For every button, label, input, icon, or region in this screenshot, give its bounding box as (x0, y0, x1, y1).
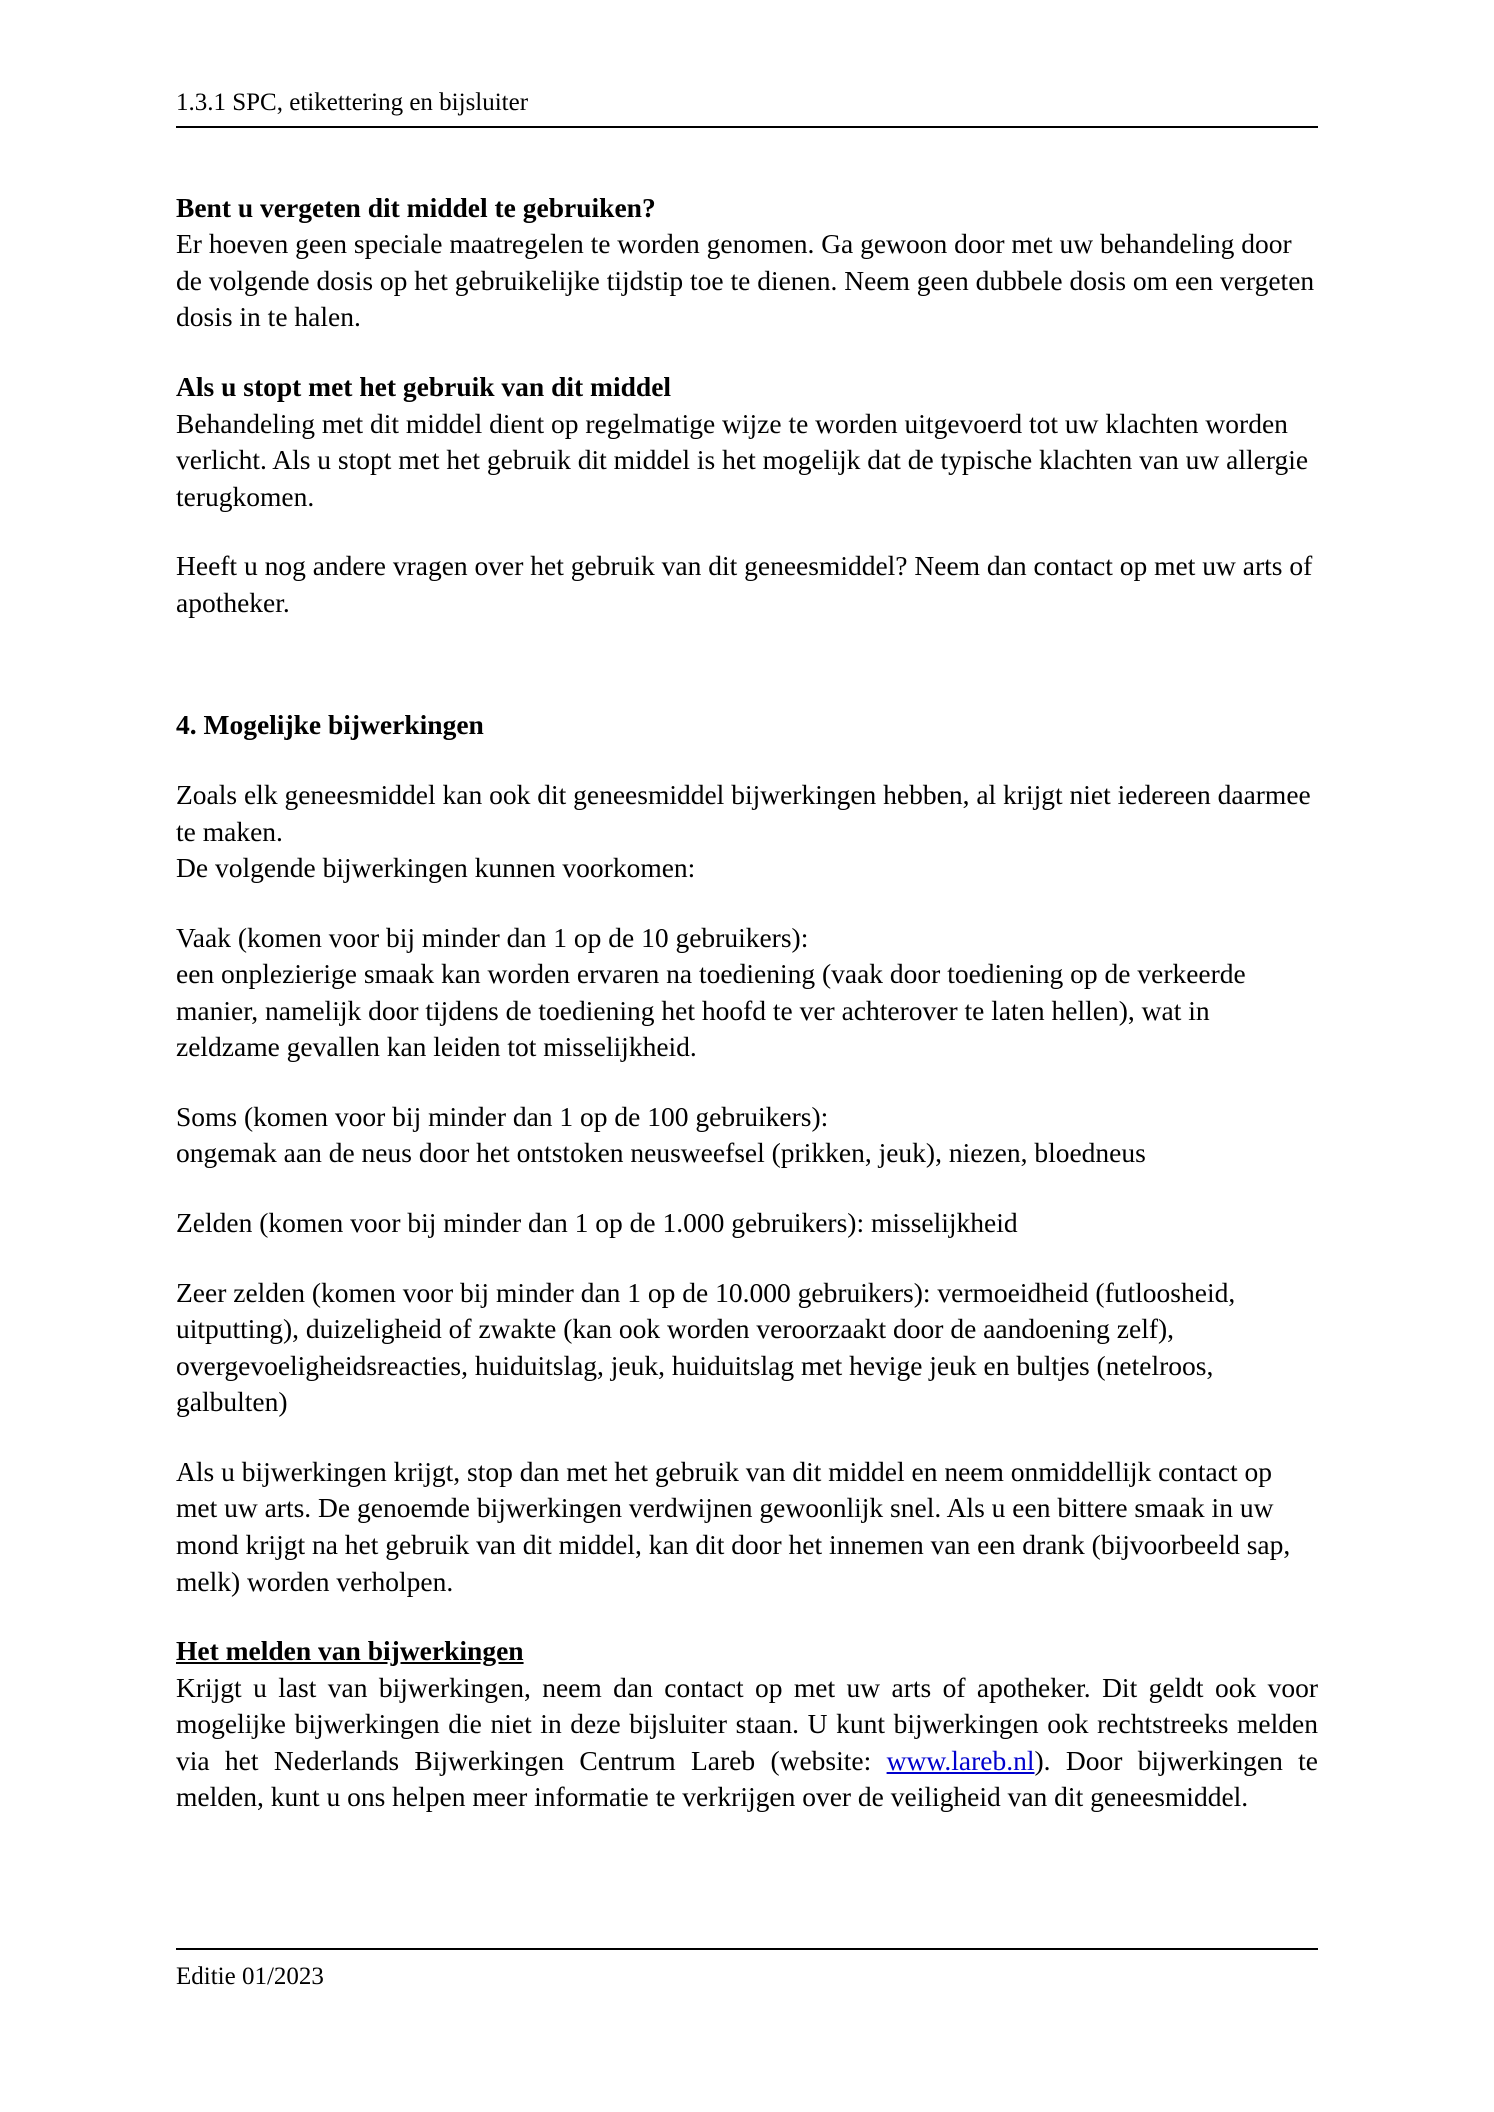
lareb-website-link[interactable]: www.lareb.nl (886, 1744, 1035, 1776)
spacer (176, 515, 1318, 548)
spacer (176, 1421, 1318, 1454)
header-divider (176, 126, 1318, 128)
document-header-title: 1.3.1 SPC, etikettering en bijsluiter (176, 89, 529, 116)
spacer (176, 1172, 1318, 1205)
reporting-text-after-link: ). Door bijwerkingen te melden, kunt u ons helpen meer informatie te verkrijgen over de veiligheid van dit geneesmiddel. (176, 1744, 1318, 1813)
spacer (176, 1066, 1318, 1099)
spacer (176, 744, 1318, 777)
paragraph-frequency-rare: Zelden (komen voor bij minder dan 1 op de 1.000 gebruikers): misselijkheid (176, 1207, 1018, 1238)
paragraph-reporting-side-effects (176, 1670, 1318, 1816)
paragraph-stopping-use: Behandeling met dit middel dient op regelmatige wijze te worden uitgevoerd tot uw klachten worden verlicht. Als u stopt met het gebruik dit middel is het mogelijk dat de typische klachten van uw allergie terugkomen. (176, 407, 1309, 512)
document-body (176, 190, 1318, 1816)
paragraph-frequency-common: een onplezierige smaak kan worden ervaren na toediening (vaak door toediening op de verkeerde manier, namelijk door tijdens de toediening het hoofd te ver achterover te laten hellen), wat in zeldzame gevallen kan leiden tot misselijkheid. (176, 958, 1246, 1063)
spacer (176, 1600, 1318, 1633)
heading-stopping-use: Als u stopt met het gebruik van dit middel (176, 371, 672, 402)
paragraph-side-effects-intro: Zoals elk geneesmiddel kan ook dit geneesmiddel bijwerkingen hebben, al krijgt niet iedereen daarmee te maken. (176, 778, 1311, 847)
heading-forgot-dose: Bent u vergeten dit middel te gebruiken? (176, 191, 656, 223)
spacer (176, 1242, 1318, 1275)
heading-section-4-side-effects: 4. Mogelijke bijwerkingen (176, 709, 484, 741)
reporting-text-before-link: Krijgt u last van bijwerkingen, neem dan contact op met uw arts of apotheker. Dit geldt ook voor mogelijke bijwerkingen die niet in deze bijsluiter staan. U kunt bijwerkingen ook rechtstreeks melden via het Nederlands Bijwerkingen Centrum Lareb (website: (176, 1671, 1318, 1776)
document-footer (176, 1948, 1318, 1994)
page-content (176, 86, 1318, 1816)
paragraph-frequency-uncommon: ongemak aan de neus door het ontstoken neusweefsel (prikken, jeuk), niezen, bloedneus (176, 1137, 1146, 1169)
label-frequency-common: Vaak (komen voor bij minder dan 1 op de 10 gebruikers): (176, 921, 809, 953)
spacer (176, 336, 1318, 369)
paragraph-side-effects-intro-line2: De volgende bijwerkingen kunnen voorkomen: (176, 852, 696, 884)
paragraph-forgot-dose: Er hoeven geen speciale maatregelen te worden genomen. Ga gewoon door met uw behandeling door de volgende dosis op het gebruikelijke tijdstip toe te dienen. Neem geen dubbele dosis om een vergeten dosis in te halen. (176, 228, 1315, 333)
heading-reporting-side-effects: Het melden van bijwerkingen (176, 1635, 524, 1667)
footer-edition-text: Editie 01/2023 (176, 1963, 324, 1990)
paragraph-further-questions: Heeft u nog andere vragen over het gebruik van dit geneesmiddel? Neem dan contact op met uw arts of apotheker. (176, 550, 1313, 618)
label-frequency-uncommon: Soms (komen voor bij minder dan 1 op de 100 gebruikers): (176, 1100, 829, 1132)
spacer (176, 887, 1318, 920)
footer-divider (176, 1948, 1318, 1950)
heading-reporting-side-effects-wrapper (176, 1633, 1318, 1670)
paragraph-side-effects-advice: Als u bijwerkingen krijgt, stop dan met het gebruik van dit middel en neem onmiddellijk contact op met uw arts. De genoemde bijwerkingen verdwijnen gewoonlijk snel. Als u een bittere smaak in uw mond krijgt na het gebruik van dit middel, kan dit door het innemen van een drank (bijvoorbeeld sap, melk) worden verholpen. (176, 1455, 1291, 1597)
spacer (176, 621, 1318, 707)
paragraph-frequency-very-rare: Zeer zelden (komen voor bij minder dan 1 op de 10.000 gebruikers): vermoeidheid (futloosheid, uitputting), duizeligheid of zwakte (kan ook worden veroorzaakt door de aandoening zelf), overgevoeligheidsreacties, huiduitslag, jeuk, huiduitslag met hevige jeuk en bultjes (netelroos, galbulten) (176, 1276, 1236, 1418)
